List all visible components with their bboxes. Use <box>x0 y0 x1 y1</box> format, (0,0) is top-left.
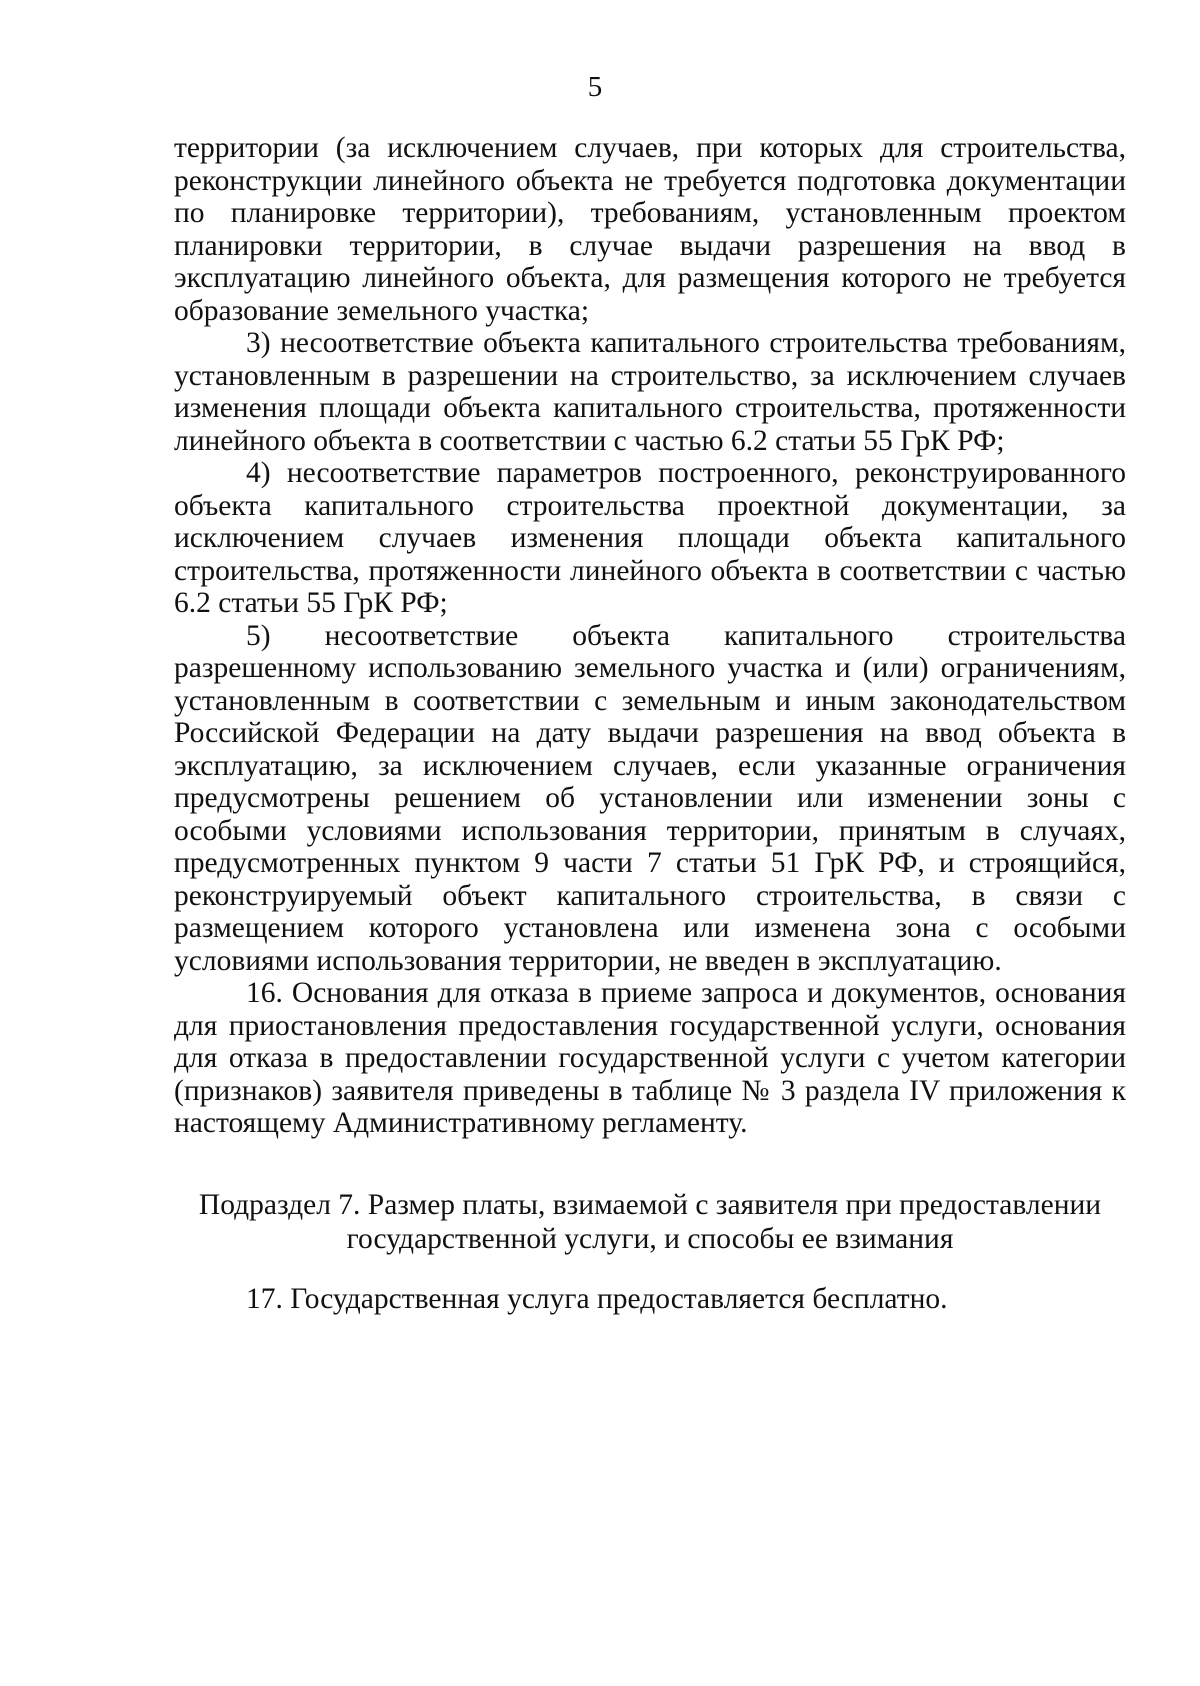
paragraph-clause-17: 17. Государственная услуга предоставляется бесплатно. <box>246 1283 948 1315</box>
paragraph-item-4: 4) несоответствие параметров построенного, реконструированного объекта капитального строительства проектной документации, за исключением случаев изменения площади объекта капитального строительства, протяженности линейного объекта в соответствии с частью 6.2 статьи 55 ГрК РФ; <box>174 457 1126 619</box>
paragraph-clause-16: 16. Основания для отказа в приеме запроса и документов, основания для приостановления предоставления государственной услуги, основания для отказа в предоставлении государственной услуги с учетом категории (признаков) заявителя приведены в таблице № 3 раздела IV приложения к настоящему Административному регламенту. <box>174 977 1126 1139</box>
subsection-heading-line-2: государственной услуги, и способы ее взимания <box>346 1223 954 1255</box>
subsection-heading <box>174 1188 1126 1256</box>
page-number: 5 <box>587 71 603 103</box>
document-body <box>174 132 1126 1140</box>
subsection-heading-line-1: Подраздел 7. Размер платы, взимаемой с заявителя при предоставлении <box>198 1189 1102 1221</box>
paragraph-item-3: 3) несоответствие объекта капитального строительства требованиям, установленным в разрешении на строительство, за исключением случаев изменения площади объекта капитального строительства, протяженности линейного объекта в соответствии с частью 6.2 статьи 55 ГрК РФ; <box>174 327 1126 457</box>
paragraph-continuation: территории (за исключением случаев, при которых для строительства, реконструкции линейного объекта не требуется подготовка документации по планировке территории), требованиям, установленным проектом планировки территории, в случае выдачи разрешения на ввод в эксплуатацию линейного объекта, для размещения которого не требуется образование земельного участка; <box>174 132 1126 327</box>
paragraph-item-5: 5) несоответствие объекта капитального строительства разрешенному использованию земельного участка и (или) ограничениям, установленным в соответствии с земельным и иным законодательством Российской Федерации на дату выдачи разрешения на ввод объекта в эксплуатацию, за исключением случаев, если указанные ограничения предусмотрены решением об установлении или изменении зоны с особыми условиями использования территории, принятым в случаях, предусмотренных пунктом 9 части 7 статьи 51 ГрК РФ, и строящийся, реконструируемый объект капитального строительства, в связи с размещением которого установлена или изменена зона с особыми условиями использования территории, не введен в эксплуатацию. <box>174 619 1126 977</box>
